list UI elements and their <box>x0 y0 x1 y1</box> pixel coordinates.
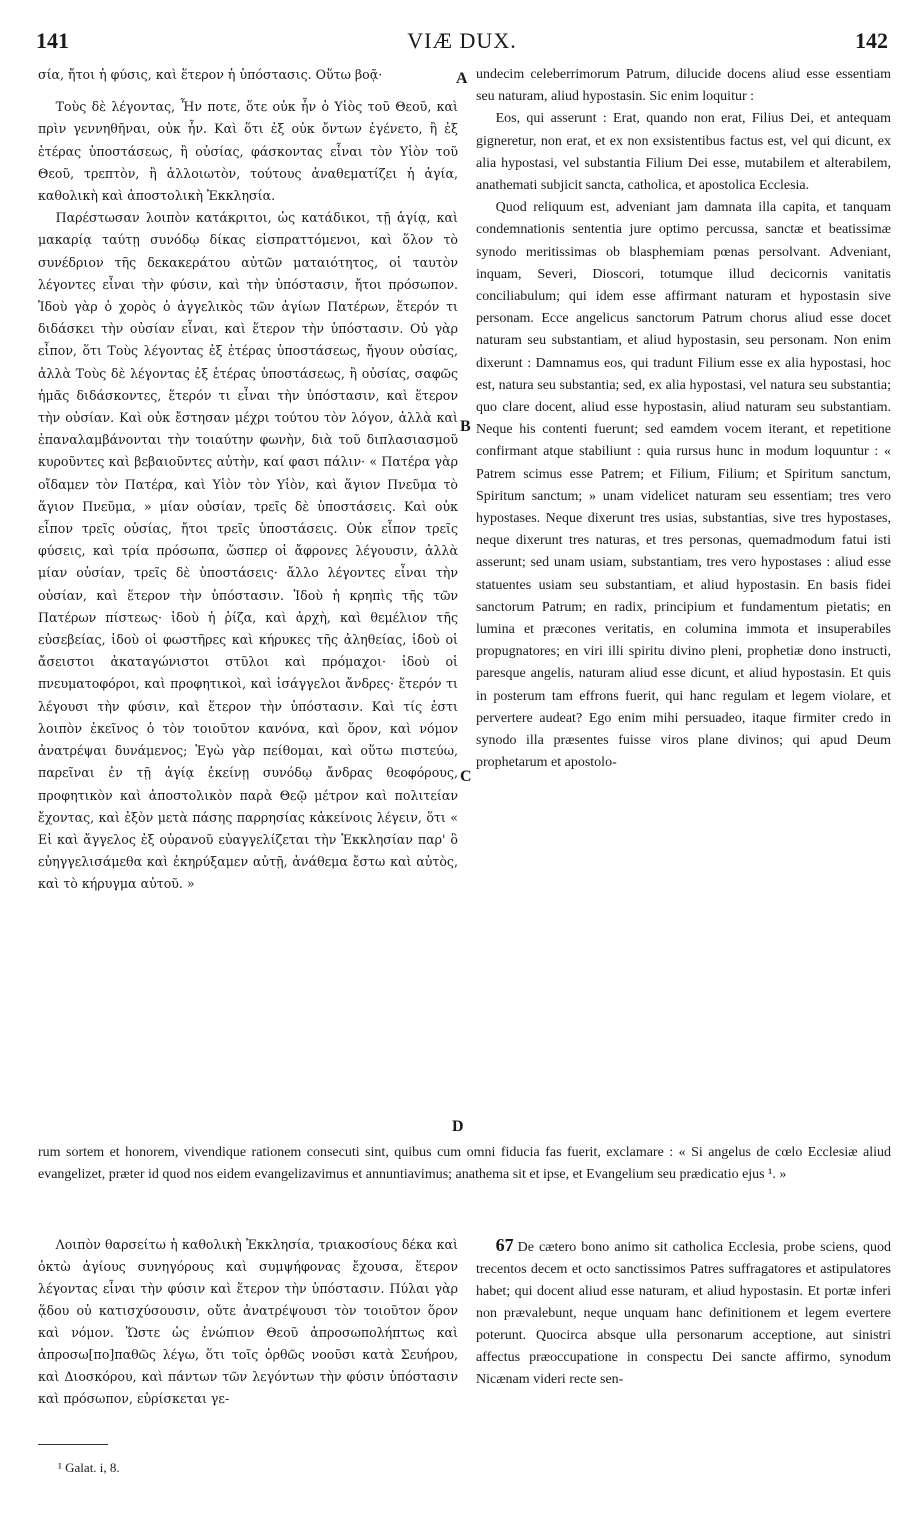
latin-paragraph-4: De cætero bono animo sit catholica Ecclesia, probe sciens, quod trecentos decem et octo sanctissimos Patres suffragatores et astipulatores habet; qui docent aliud esse naturam, et aliud hypostasin. Et portæ inferi non prævalebunt, neque unquam hanc definitionem et legem evertere poterunt. Quocirca absque ulla personarum acceptione, aut sinistri affectus præoccupatione in conspectu Dei sancte affirmo, synodum Nicænam videri recte sen- <box>476 1240 891 1387</box>
greek-paragraph-4: Λοιπὸν θαρσείτω ἡ καθολικὴ Ἐκκλησία, τριακοσίους δέκα καὶ ὀκτὼ ἁγίους συνηγόρους καὶ συμψήφονας ἔχουσα, ἕτερον λέγοντας εἶναι τὴν φύσιν καὶ ἕτερον τὴν ὑπόστασιν. Πύλαι γὰρ ᾅδου οὐ κατισχύσουσιν, οὔτε ἀνατρέψουσι τὸν τοιοῦτον ὅρον καὶ νόμον. Ὥστε ὡς ἐνώπιον Θεοῦ ἀπροσωπολήπτως καὶ ἀπροσω[πο]παθῶς λέγω, ὅτι τοῖς ὀρθῶς νοοῦσι κατὰ Σευήρου, καὶ Διοσκόρου, καὶ πάντων τῶν λεγόντων τὴν φύσιν ὑπόστασιν καὶ πρόσωπον, εὑρίσκεται γε- <box>38 1237 458 1406</box>
section-number: 67 <box>495 1235 514 1255</box>
margin-marker-d: D <box>452 1118 464 1135</box>
greek-paragraph-3: Παρέστωσαν λοιπὸν κατάκριτοι, ὡς κατάδικοι, τῇ ἁγίᾳ, καὶ μακαρίᾳ ταύτῃ συνόδῳ δίκας εἰσπραττόμενοι, καὶ ὅλον τὸ συνέδριον τῆς δεκακεράτου αὐτῶν ματαιότητος, οἱ ταυτὸν λέγοντες εἶναι τὴν φύσιν, καὶ τὴν ὑπόστασιν, ἤτοι πρόσωπον. Ἰδοὺ γὰρ ὁ χορὸς ὁ ἀγγελικὸς τῶν ἁγίων Πατέρων, ἕτερόν τι διδάσκει τὴν οὐσίαν εἶναι, καὶ ἕτερον τὴν ὑπόστασιν. Οὐ γὰρ εἶπον, ὅτι Τοὺς λέγοντας ἐξ ἑτέρας ὑποστάσεως, ἤγουν οὐσίας, ἀλλὰ Τοὺς δὲ λέγοντας ἐξ ἑτέρας ὑποστάσεως, ἢ οὐσίας, σαφῶς ἡμᾶς διδάσκοντες, ἕτερόν τι εἶναι τὴν ὑπόστασιν, καὶ ἕτερον τὴν οὐσίαν. Καὶ οὐκ ἔστησαν μέχρι τούτου τὸν λόγον, ἀλλὰ καὶ ἐπαναλαμβάνονται τὴν τοιαύτην φωνὴν, διὰ τοῦ διπλασιασμοῦ κυροῦντες καὶ βεβαιοῦντες αὐτὴν, καί φασι πάλιν· « Πατέρα γὰρ οἴδαμεν τὸν Πατέρα, καὶ Υἱὸν τὸν Υἱὸν, καὶ ἅγιον Πνεῦμα τὸ ἅγιον Πνεῦμα, » μίαν οὐσίαν, τρεῖς δὲ ὑποστάσεις. Καὶ οὐκ εἶπον τρεῖς οὐσίας, ἤτοι τρεῖς ὑποστάσεις. Οὐκ εἶπον τρεῖς φύσεις, καὶ τρία πρόσωπα, ὥσπερ οἱ ἄφρονες λέγουσιν, ἀλλὰ μίαν οὐσίαν, τρεῖς δὲ ὑποστάσεις· ἄλλο λέγοντες εἶναι τὴν οὐσίαν, καὶ ἕτερον τὴν ὑπόστασιν. Ἰδοὺ ἡ κρηπὶς τῆς τῶν Πατέρων πίστεως· ἰδοὺ ἡ ῥίζα, καὶ ἀρχὴ, καὶ θεμέλιον τῆς εὐσεβείας, ἰδοὺ οἱ φωστῆρες καὶ κήρυκες τῆς ἀληθείας, ἰδοὺ οἱ ἄσειστοι ἀκαταγώνιστοι στῦλοι καὶ πρόμαχοι· ἰδοὺ οἱ πνευματοφόροι, καὶ προφητικοὶ, καὶ ἰσάγγελοι ἄνδρες· ἕτερόν τι λέγουσι τὴν φύσιν, καὶ ἕτερον τὴν ὑπόστασιν. Καὶ τίς ἐστι λοιπὸν ἐκεῖνος ὁ τὸν τοιοῦτον κανόνα, καὶ ὅρον, καὶ νόμον ἀνατρέψαι δυνάμενος; Ἐγὼ γὰρ πείθομαι, καὶ οὕτω πιστεύω, παρεῖναι ἐν τῇ ἁγίᾳ ἐκείνῃ συνόδῳ ἄνδρας θεοφόρους, προφητικὸν καὶ ἀποστολικὸν παρὰ Θεῷ μέτρον καὶ πολιτείαν ἔχοντας, καὶ ἐξὸν μετὰ πάσης παρρησίας κἀκείνοις λέγειν, ὅτι « Εἰ καὶ ἄγγελος ἐξ οὐρανοῦ εὐαγγελίζεται τὴν Ἐκκλησίαν παρ' ὃ εὐηγγελισάμεθα καὶ ἐκηρύξαμεν αὐτῇ, ἀνάθεμα ἔστω καὶ αὐτὸς, καὶ τὸ κήρυγμα αὐτοῦ. » <box>38 210 458 892</box>
greek-column-lower <box>38 1234 458 1410</box>
latin-column-lower <box>476 1234 891 1391</box>
footnote: ¹ Galat. i, 8. <box>58 1460 120 1475</box>
latin-paragraph-1: undecim celeberrimorum Patrum, dilucide docens aliud esse essentiam seu naturam, aliud hypostasin. Sic enim loquitur : <box>476 67 891 105</box>
margin-marker-a: A <box>456 70 468 87</box>
margin-marker-b: B <box>460 418 471 435</box>
page-number-left: 141 <box>36 28 69 53</box>
full-width-latin: rum sortem et honorem, vivendique rationem consecuti sint, quibus cum omni fiducia fas fuerit, exclamare : « Si angelus de cœlo Ecclesiæ aliud evangelizet, præter id quod nos eidem evangelizavimus et annuntiavimus; anathema sit et ipse, et Evangelium seu prædicatio ejus ¹. » <box>38 1145 891 1182</box>
greek-column <box>38 64 458 896</box>
latin-column <box>476 64 891 775</box>
footnote-rule <box>38 1444 108 1445</box>
margin-marker-c: C <box>460 768 472 785</box>
latin-paragraph-3: Quod reliquum est, adveniant jam damnata illa capita, et tanquam condemnationis sententia jure optimo percussa, sanctæ et beatissimæ synodo meritissimas ob blasphemiam pœnas persolvant. Adveniant, inquam, Severi, Dioscori, totumque illud decicornis vanitatis conciliabulum; qui idem esse affirmant naturam et hypostasin sive personam. Ecce angelicus sanctorum Patrum chorus aliud esse docet naturam seu substantiam, et aliud hypostasin, seu personam. Non enim dixerunt : Damnamus eos, qui tradunt Filium esse ex alia hypostasi, hoc est, natura seu substantia; sed, ex alia hypostasi, vel natura seu substantia; quo clare docent, aliud esse hypostasin, aliud naturam seu substantiam. Neque his contenti fuerunt; sed eamdem vocem iterant, et repetitione confirmant atque stabiliunt : quia rursus hunc in modum loquuntur : « Patrem scimus esse Patrem; et Filium, Filium; et Spiritum sanctum, Spiritum sanctum; » unam videlicet naturam seu essentiam; tres vero hypostases. Neque dixerunt tres usias, substantias, sive tres hypostases, neque dixerunt tres naturas, et tres personas, quemadmodum fatui isti asserunt; sed unam usiam, substantiam, tres vero hypostases : aliud esse statuentes usiam seu substantiam, et aliud hypostasin. En basis fidei sanctorum Patrum; en radix, principium et fundamentum pietatis; en lumina et præcones veritatis, en columina immota et insuperabiles propugnatores; en viri illi spiritu divino pleni, prophetiæ dono instructi, paresque angelis, naturam aliud esse dicunt, et aliud hypostasin. Et quis in posterum tam effrons fuerit, qui hanc regulam et legem violare, et pervertere audeat? Ego enim mihi persuadeo, itaque firmiter credo in synodo illa præsentes fuisse viros plane divinos; qui apud Deum prophetarum et apostolo- <box>476 200 891 771</box>
greek-paragraph-2: Τοὺς δὲ λέγοντας, Ἦν ποτε, ὅτε οὐκ ἦν ὁ Υἱὸς τοῦ Θεοῦ, καὶ πρὶν γεννηθῆναι, οὐκ ἦν. Καὶ ὅτι ἐξ οὐκ ὄντων ἐγένετο, ἢ ἐξ ἑτέρας ὑποστάσεως, ἢ οὐσίας, φάσκοντας εἶναι τὸν Υἱὸν τοῦ Θεοῦ, τρεπτὸν, ἢ ἀλλοιωτὸν, τούτους ἀναθεματίζει ἡ ἁγία, καθολικὴ καὶ ἀποστολικὴ Ἐκκλησία. <box>38 99 458 204</box>
page-number-right: 142 <box>855 28 888 53</box>
running-title: VIÆ DUX. <box>407 28 517 53</box>
latin-paragraph-2: Eos, qui asserunt : Erat, quando non erat, Filius Dei, et antequam gigneretur, non erat, et ex non exsistentibus factus est, vel qui dicunt, ex alia hypostasi, vel substantia Filium Dei esse, mutabilem et alterabilem, anathemati subjicit sancta, catholica, et apostolica Ecclesia. <box>476 111 891 194</box>
greek-paragraph-1: σία, ἤτοι ἡ φύσις, καὶ ἕτερον ἡ ὑπόστασις. Οὕτω βοᾷ· <box>38 67 383 82</box>
page-header <box>36 28 888 58</box>
